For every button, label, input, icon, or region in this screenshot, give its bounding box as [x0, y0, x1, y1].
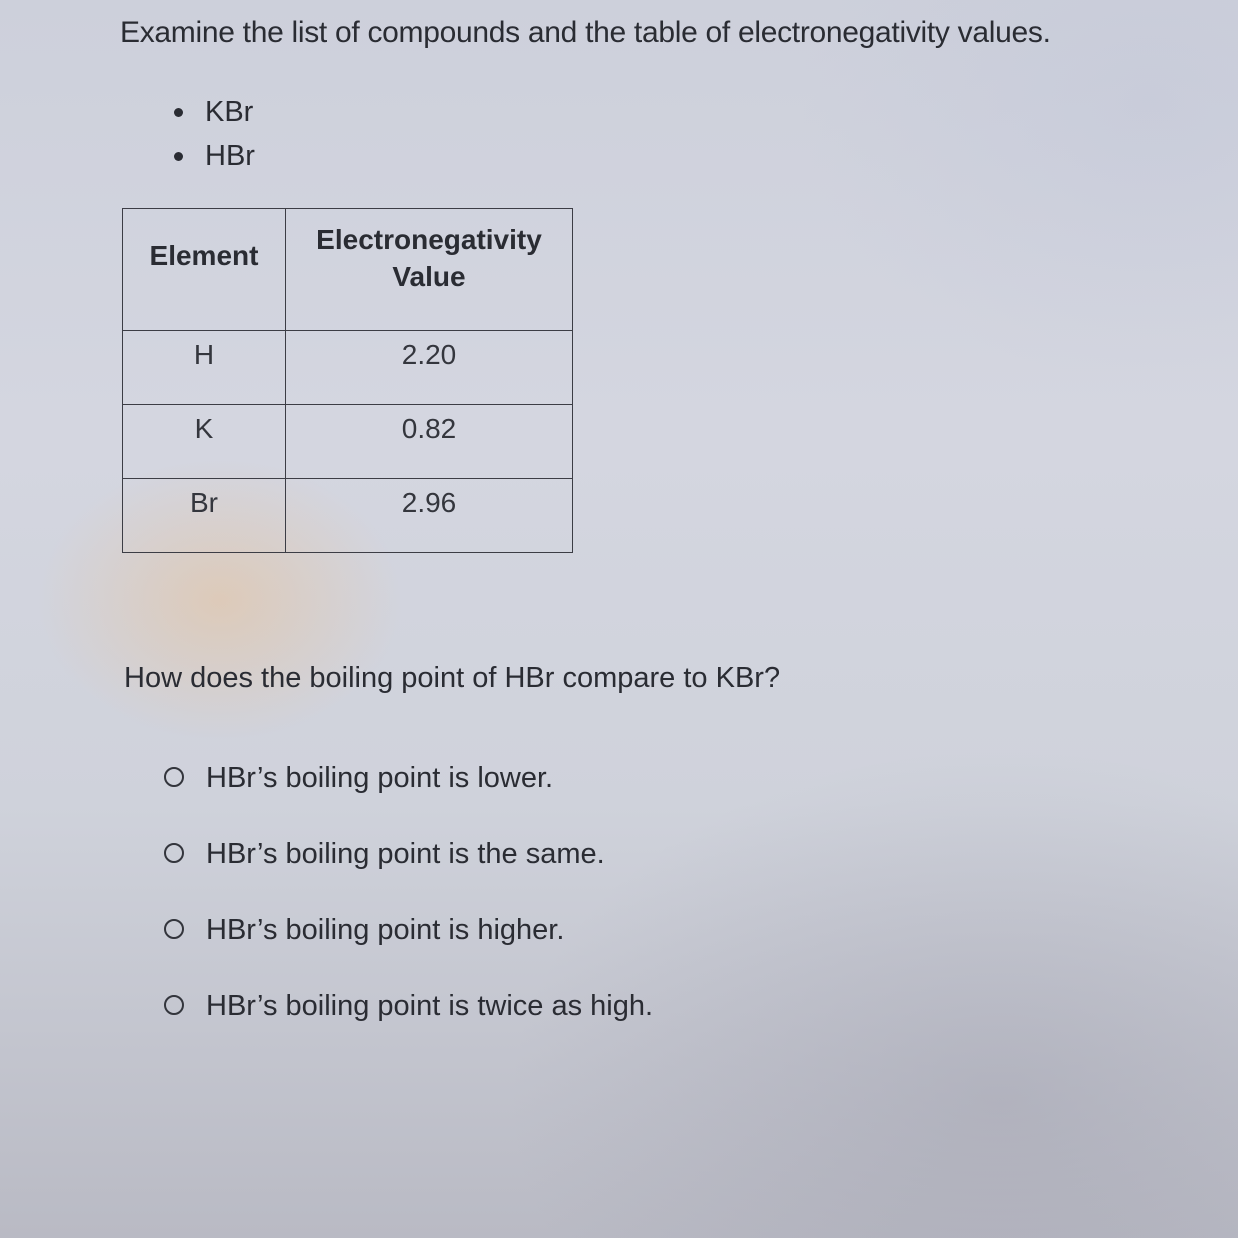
radio-button[interactable] [164, 767, 184, 787]
answer-option[interactable] [164, 952, 653, 1044]
bullet-icon [174, 152, 183, 161]
header-value [286, 209, 573, 331]
header-element [123, 209, 286, 331]
bullet-icon [174, 108, 183, 117]
table-row [123, 479, 573, 553]
instructions-text: Examine the list of compounds and the table of electronegativity values. [120, 16, 1051, 49]
radio-button[interactable] [164, 843, 184, 863]
option-label[interactable]: HBr’s boiling point is higher. [206, 913, 565, 946]
radio-button[interactable] [164, 919, 184, 939]
cell-value: 2.20 [286, 331, 573, 405]
option-label[interactable]: HBr’s boiling point is the same. [206, 837, 605, 870]
list-item [168, 90, 255, 134]
header-element-label: Element [149, 240, 259, 271]
cell-element: Br [123, 479, 286, 553]
answer-options [164, 740, 653, 1044]
table-row [123, 331, 573, 405]
radio-button[interactable] [164, 995, 184, 1015]
cell-value: 2.96 [286, 479, 573, 553]
list-item [168, 134, 255, 178]
table-row [123, 405, 573, 479]
cell-element: K [123, 405, 286, 479]
header-value-line1: Electronegativity [316, 224, 542, 255]
option-label[interactable]: HBr’s boiling point is twice as high. [206, 989, 654, 1022]
header-value-line2: Value [392, 261, 466, 292]
cell-element: H [123, 331, 286, 405]
option-label[interactable]: HBr’s boiling point is lower. [206, 761, 554, 794]
electronegativity-table [122, 208, 573, 553]
compound-label: HBr [205, 139, 255, 172]
compound-list [168, 90, 255, 178]
table-header-row [123, 209, 573, 331]
cell-value: 0.82 [286, 405, 573, 479]
question-text: How does the boiling point of HBr compare to KBr? [124, 662, 781, 694]
compound-label: KBr [205, 95, 254, 128]
